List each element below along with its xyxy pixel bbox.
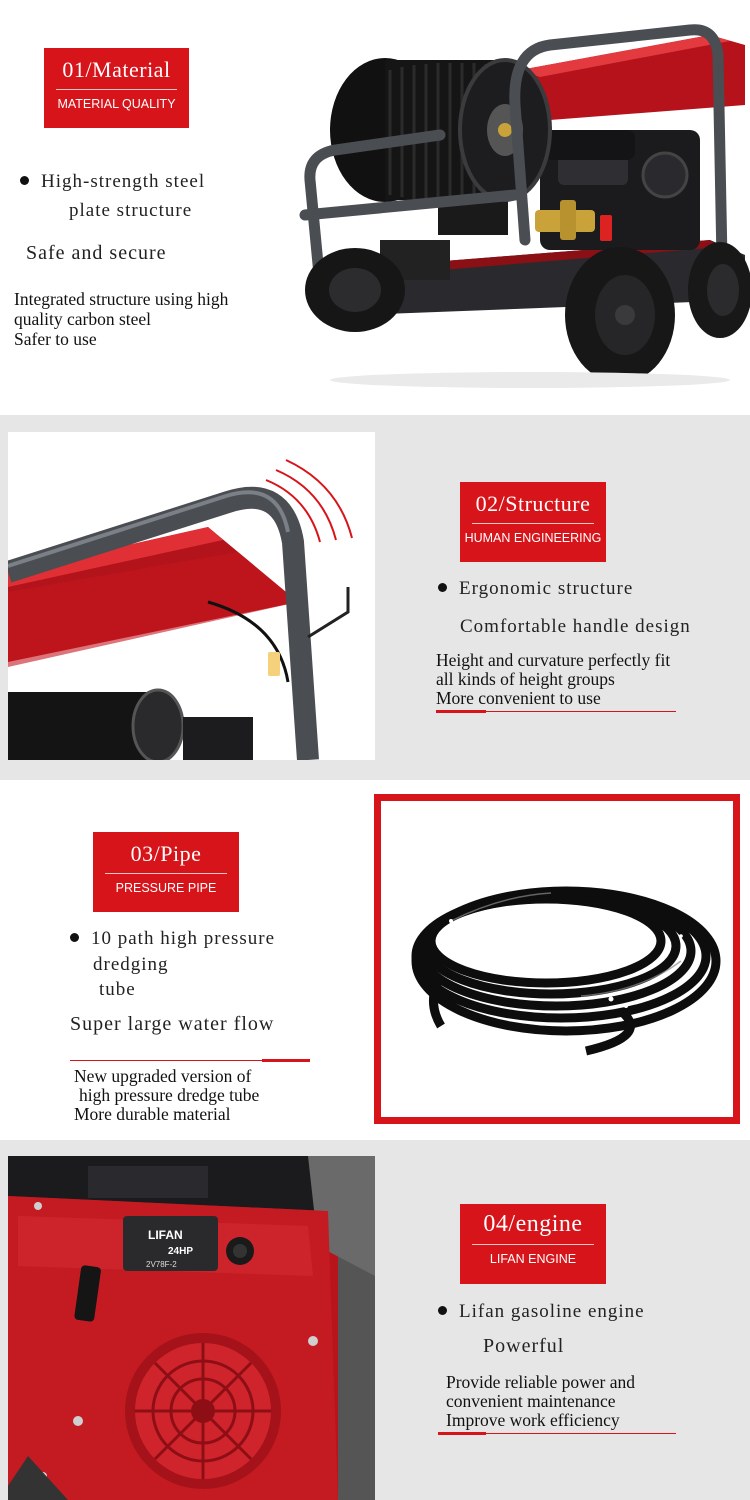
pipe-tag-title: 03/Pipe [130, 841, 202, 866]
structure-tag [460, 482, 606, 562]
section-pipe [0, 780, 750, 1140]
material-tag [44, 48, 189, 128]
material-description: Integrated structure using high quality carbon steel Safer to use [14, 289, 229, 349]
structure-subheading: Comfortable handle design [460, 616, 691, 637]
engine-model-text: 2V78F-2 [146, 1260, 177, 1269]
bullet-dot [70, 933, 79, 942]
pressure-washer-photo [290, 15, 750, 390]
pipe-description: New upgraded version of high pressure dredge tube More durable material [74, 1066, 260, 1124]
hose-coil-illustration [381, 801, 733, 1117]
bullet-dot [20, 176, 29, 185]
pipe-bullet-line-1: 10 path high pressure [70, 928, 275, 950]
handle-closeup-photo [8, 432, 375, 760]
pipe-underline-accent [262, 1059, 310, 1062]
section-engine [0, 1140, 750, 1500]
pressure-washer-illustration [290, 15, 750, 390]
material-bullet-line-1: High-strength steel [20, 171, 205, 193]
pipe-tag-subtitle: PRESSURE PIPE [115, 881, 217, 895]
material-bullet-line-2: plate structure [69, 200, 193, 221]
structure-bullet: Ergonomic structure [438, 578, 633, 600]
pipe-tag [93, 832, 239, 912]
section-structure [0, 415, 750, 780]
structure-tag-subtitle: HUMAN ENGINEERING [464, 531, 602, 545]
material-tag-title: 01/Material [62, 57, 171, 82]
pipe-subheading: Super large water flow [70, 1013, 275, 1035]
wheel-front-left [305, 248, 405, 332]
wheel-rear-right [688, 242, 750, 338]
engine-illustration [8, 1156, 375, 1500]
engine-description: Provide reliable power and convenient maintenance Improve work efficiency [446, 1372, 636, 1430]
wheel-front-right [565, 247, 675, 383]
engine-tag-subtitle: LIFAN ENGINE [489, 1252, 577, 1266]
section-material [0, 0, 750, 415]
bullet-dot [438, 583, 447, 592]
pipe-bullet-line-3: tube [99, 979, 136, 1000]
engine-power-text: 24HP [168, 1246, 194, 1257]
hose-photo [374, 794, 740, 1124]
pipe-bullet-line-2: dredging [93, 954, 169, 975]
engine-tag [460, 1204, 606, 1284]
engine-tag-title: 04/engine [483, 1211, 583, 1237]
engine-photo [8, 1156, 375, 1500]
structure-description: Height and curvature perfectly fit all kinds of height groups More convenient to use [436, 650, 671, 708]
bullet-dot [438, 1306, 447, 1315]
structure-underline-accent [436, 710, 486, 713]
material-tag-subtitle: MATERIAL QUALITY [57, 97, 176, 111]
structure-tag-title: 02/Structure [475, 491, 591, 516]
engine-underline-accent [438, 1432, 486, 1435]
handle-closeup-illustration [8, 432, 375, 760]
engine-subheading: Powerful [483, 1335, 565, 1357]
engine-bullet: Lifan gasoline engine [438, 1301, 645, 1323]
material-subheading: Safe and secure [26, 242, 167, 264]
engine-brand-text: LIFAN [148, 1228, 183, 1242]
